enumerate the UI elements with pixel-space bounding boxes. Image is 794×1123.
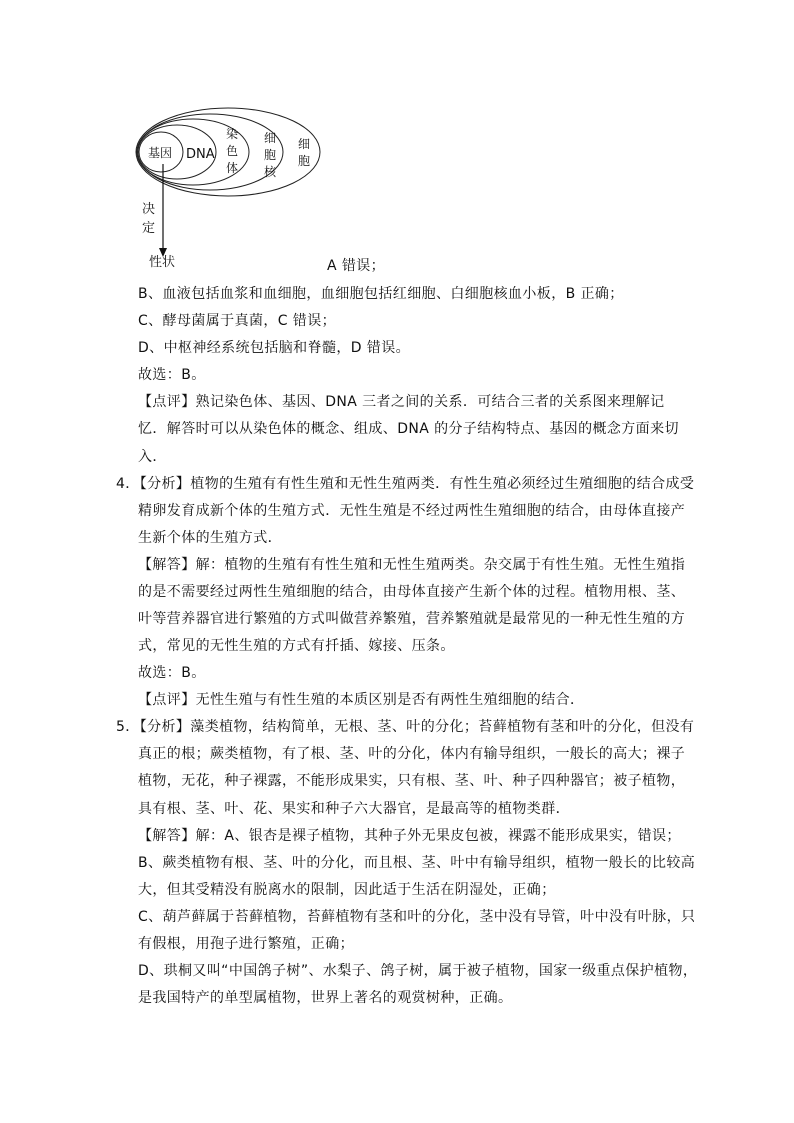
q4-analysis-line-3: 生新个体的生殖方式． bbox=[138, 530, 282, 546]
answer-b-line: B、血液包括血浆和血细胞，血细胞包括红细胞、白细胞核血小板，B 正确； bbox=[138, 286, 624, 302]
decides-label-1: 决 bbox=[142, 202, 156, 217]
chromosome-label-1: 染 bbox=[226, 127, 239, 141]
chromosome-label-3: 体 bbox=[226, 161, 239, 175]
q5-answer-line-6: D、珙桐又叫“中国鸽子树”、水梨子、鸽子树，属于被子植物，国家一级重点保护植物， bbox=[138, 963, 698, 979]
cell-label-2: 胞 bbox=[298, 154, 311, 168]
nucleus-label-1: 细 bbox=[264, 131, 277, 145]
q5-answer-line-5: 有假根，用孢子进行繁殖，正确； bbox=[138, 936, 354, 952]
nucleus-label-3: 核 bbox=[264, 165, 277, 179]
dna-label: DNA bbox=[186, 147, 215, 162]
trait-label: 性状 bbox=[149, 255, 176, 270]
q4-choice-line: 故选：B。 bbox=[138, 665, 206, 681]
answer-d-line: D、中枢神经系统包括脑和脊髓，D 错误。 bbox=[138, 340, 411, 356]
q5-answer-line-7: 是我国特产的单型属植物，世界上著名的观赏树种，正确。 bbox=[138, 990, 513, 1006]
comment-line-2: 忆．解答时可以从染色体的概念、组成、DNA 的分子结构特点、基因的概念方面来切 bbox=[138, 421, 679, 437]
answer-c-line: C、酵母菌属于真菌，C 错误； bbox=[138, 313, 337, 329]
comment-line-3: 入． bbox=[138, 449, 167, 465]
q5-answer-line-3: 大，但其受精没有脱离水的限制，因此适于生活在阴湿处，正确； bbox=[138, 882, 556, 898]
q4-comment-line: 【点评】无性生殖与有性生殖的本质区别是否有两性生殖细胞的结合． bbox=[138, 692, 585, 708]
answer-a-wrong: A 错误； bbox=[327, 258, 386, 274]
q5-analysis-line-3: 植物，无花，种子裸露，不能形成果实，只有根、茎、叶、种子四种器官；被子植物， bbox=[138, 773, 686, 789]
cell-label-1: 细 bbox=[298, 137, 311, 151]
q5-answer-line-4: C、葫芦藓属于苔藓植物，苔藓植物有茎和叶的分化，茎中没有导管，叶中没有叶脉，只 bbox=[138, 909, 696, 925]
q4-answer-line-2: 的是不需要经过两性生殖细胞的结合，由母体直接产生新个体的过程。植物用根、茎、 bbox=[138, 584, 686, 600]
gene-dna-chromosome-diagram bbox=[135, 100, 335, 275]
q4-answer-line-4: 式，常见的无性生殖的方式有扦插、嫁接、压条。 bbox=[138, 638, 455, 654]
chromosome-label-2: 色 bbox=[226, 144, 239, 158]
q4-answer-line-3: 叶等营养器官进行繁殖的方式叫做营养繁殖，营养繁殖就是最常见的一种无性生殖的方 bbox=[138, 611, 686, 627]
q4-analysis-line-1: 4．【分析】植物的生殖有有性生殖和无性生殖两类．有性生殖必须经过生殖细胞的结合成受 bbox=[116, 476, 695, 492]
decides-label-2: 定 bbox=[142, 221, 156, 236]
choice-line: 故选：B。 bbox=[138, 367, 206, 383]
q5-answer-line-1: 【解答】解：A、银杏是裸子植物，其种子外无果皮包被，裸露不能形成果实，错误； bbox=[138, 828, 681, 844]
comment-line-1: 【点评】熟记染色体、基因、DNA 三者之间的关系．可结合三者的关系图来理解记 bbox=[138, 394, 665, 410]
q5-analysis-line-2: 真正的根；蕨类植物，有了根、茎、叶的分化，体内有输导组织，一般长的高大；裸子 bbox=[138, 746, 686, 762]
nucleus-label-2: 胞 bbox=[264, 148, 277, 162]
q4-answer-line-1: 【解答】解：植物的生殖有有性生殖和无性生殖两类。杂交属于有性生殖。无性生殖指 bbox=[138, 557, 686, 573]
gene-label: 基因 bbox=[148, 146, 173, 160]
q5-answer-line-2: B、蕨类植物有根、茎、叶的分化，而且根、茎、叶中有输导组织，植物一般长的比较高 bbox=[138, 855, 696, 871]
q5-analysis-line-1: 5．【分析】藻类植物，结构简单，无根、茎、叶的分化；苔藓植物有茎和叶的分化，但没有 bbox=[116, 719, 695, 735]
q4-analysis-line-2: 精卵发育成新个体的生殖方式．无性生殖是不经过两性生殖细胞的结合，由母体直接产 bbox=[138, 503, 686, 519]
q5-analysis-line-4: 具有根、茎、叶、花、果实和种子六大器官，是最高等的植物类群． bbox=[138, 801, 570, 817]
